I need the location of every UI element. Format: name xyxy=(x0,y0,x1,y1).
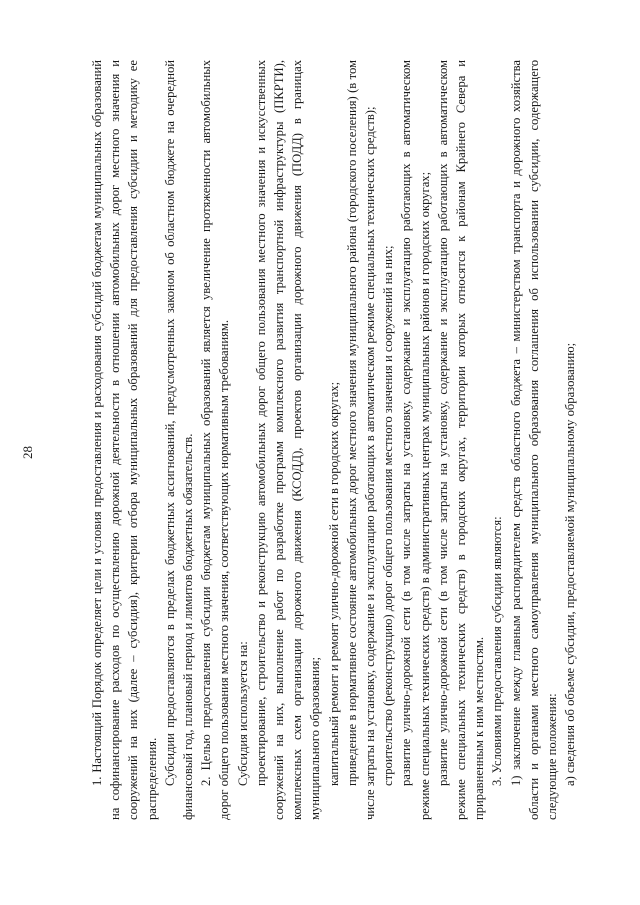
paragraph: а) сведения об объеме субсидии, предоставляемой муниципальному образованию; xyxy=(563,342,578,786)
paragraph: Субсидия используется на: xyxy=(235,641,250,786)
paragraph: 3. Условиями предоставления субсидии являются: xyxy=(490,516,505,786)
paragraph: проектирование, строительство и реконструкцию автомобильных дорог общего пользования местного значения и искусственных сооружений на них, выполнение работ по разработке программ комплексного развития транспортной инфраструктуры (ПКРТИ), комплексных схем организации дорожного движения (КСОДД), проектов организации дорожного движения (ПОДД) в границах муниципального образования; xyxy=(253,60,323,820)
paragraph: приведение в нормативное состояние автомобильных дорог местного значения муниципального района (городского поселения) (в том числе затраты на установку, содержание и эксплуатацию работающих в автоматическом режиме специальных технических средств); xyxy=(344,60,378,820)
page-number: 28 xyxy=(20,446,35,459)
document-body xyxy=(88,60,579,820)
paragraph: Субсидии предоставляются в пределах бюджетных ассигнований, предусмотренных законом об областном бюджете на очередной финансовый год, плановый период и лимитов бюджетных обязательств. xyxy=(162,60,196,820)
paragraph: 2. Целью предоставления субсидии бюджетам муниципальных образований является увеличение протяженности автомобильных дорог общего пользования местного значения, соответствующих нормативным требованиям. xyxy=(199,60,232,820)
paragraph: 1. Настоящий Порядок определяет цели и условия предоставления и расходования субсидий бюджетам муниципальных образований на софинансирование расходов по осуществлению дорожной деятельности в отношении автомобильных дорог местного значения и сооружений на них (далее – субсидия), критерии отбора муниципальных образований для предоставления субсидии и методику ее распределения. xyxy=(90,60,159,820)
paragraph: 1) заключение между главным распорядителем средств областного бюджета – министерством транспорта и дорожного хозяйства области и органами местного самоуправления муниципального образования соглашения об использовании субсидии, содержащего следующие положения: xyxy=(508,60,560,820)
paragraph: строительство (реконструкцию) дорог общего пользования местного значения и сооружений на них; xyxy=(381,245,396,786)
paragraph: развитие улично-дорожной сети (в том числе затраты на установку, содержание и эксплуатацию работающих в автоматическом режиме специальных технических средств) в административных центрах муниципальных районов и городских округах; xyxy=(399,60,432,820)
paragraph: развитие улично-дорожной сети (в том числе затраты на установку, содержание и эксплуатацию работающих в автоматическом режиме специальных технических средств) в городских округах, территории которых относятся к районам Крайнего Севера и приравненным к ним местностям. xyxy=(435,60,487,820)
paragraph: капитальный ремонт и ремонт улично-дорожной сети в городских округах; xyxy=(326,381,341,786)
